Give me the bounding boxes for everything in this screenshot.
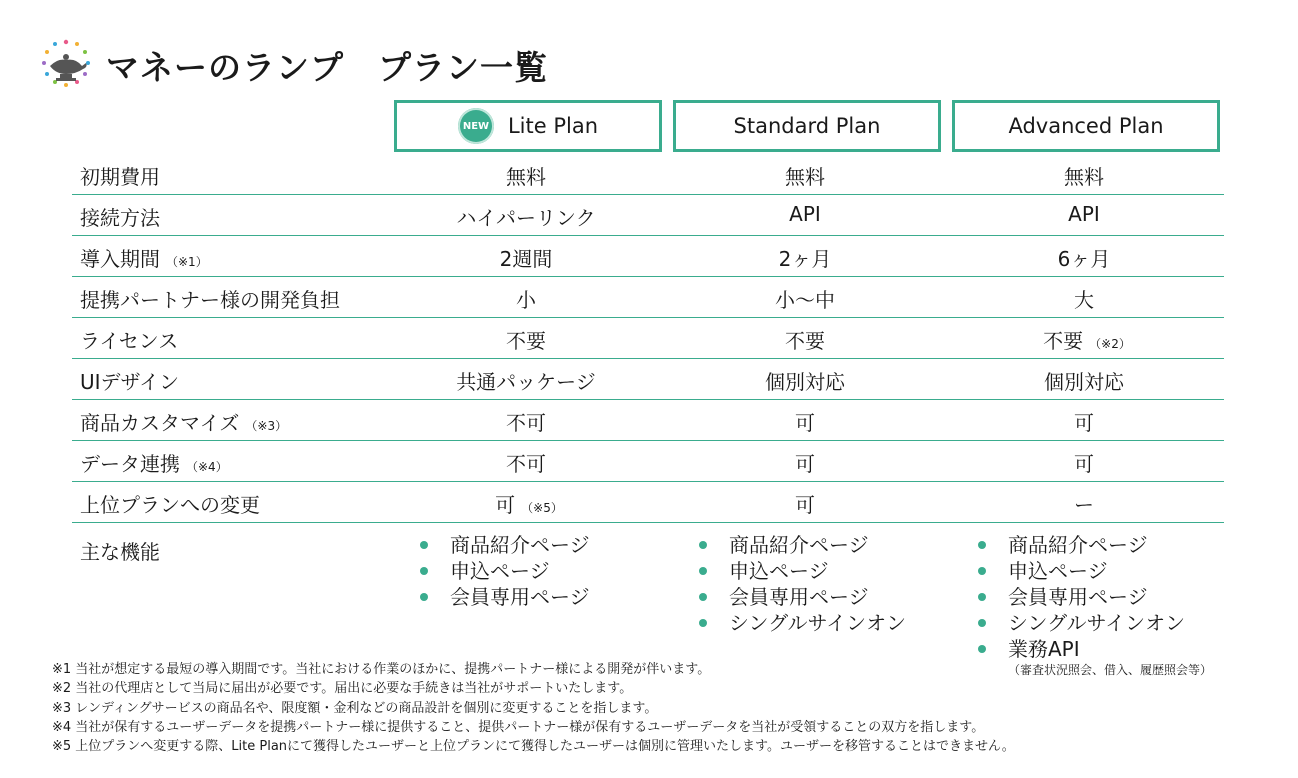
cell-lite: 共通パッケージ — [456, 370, 596, 394]
table-row — [72, 236, 1224, 277]
list-item: 会員専用ページ — [699, 584, 906, 610]
list-item: 商品紹介ページ — [420, 532, 590, 558]
features-label: 主な機能 — [80, 540, 160, 564]
plan-header-standard — [673, 100, 941, 152]
cell-lite: 無料 — [506, 165, 546, 189]
cell-lite: 不可 — [506, 452, 546, 476]
row-label: 商品カスタマイズ （※3） — [80, 411, 288, 435]
cell-advanced: ー — [1074, 493, 1094, 517]
title-service-name: マネーのランプ — [106, 48, 344, 87]
bullet-icon — [978, 593, 986, 601]
row-label: 接続方法 — [80, 206, 160, 230]
new-badge: NEW — [458, 108, 494, 144]
cell-advanced: 6ヶ月 — [1057, 247, 1111, 271]
magic-lamp-icon — [36, 36, 96, 92]
bullet-icon — [699, 619, 707, 627]
row-label: 提携パートナー様の開発負担 — [80, 288, 340, 312]
cell-advanced: 不要 （※2） — [1043, 329, 1131, 353]
bullet-icon — [420, 593, 428, 601]
bullet-icon — [978, 541, 986, 549]
page-title — [106, 42, 548, 89]
cell-standard: 個別対応 — [765, 370, 845, 394]
list-item: シングルサインオン — [978, 610, 1212, 636]
cell-advanced: 可 — [1074, 452, 1094, 476]
row-label: 初期費用 — [80, 165, 160, 189]
cell-lite: ハイパーリンク — [456, 206, 596, 230]
plan-name: Standard Plan — [733, 114, 881, 138]
list-item: シングルサインオン — [699, 610, 906, 636]
cell-advanced: 可 — [1074, 411, 1094, 435]
row-label: データ連携 （※4） — [80, 452, 228, 476]
footnote: ※4 当社が保有するユーザーデータを提携パートナー様に提供すること、提供パートナー様が保有するユーザーデータを当社が受領することの双方を指します。 — [52, 719, 985, 735]
bullet-icon — [699, 541, 707, 549]
features-list-standard — [699, 532, 906, 636]
table-row — [72, 400, 1224, 441]
features-list-advanced — [978, 532, 1212, 678]
plan-name: Lite Plan — [507, 114, 599, 138]
cell-standard: 無料 — [785, 165, 825, 189]
table-row — [72, 441, 1224, 482]
bullet-icon — [978, 619, 986, 627]
table-row — [72, 195, 1224, 236]
footnote: ※2 当社の代理店として当局に届出が必要です。届出に必要な手続きは当社がサポートいたします。 — [52, 681, 633, 697]
table-row — [72, 277, 1224, 318]
cell-standard: 不要 — [785, 329, 825, 353]
list-item: 商品紹介ページ — [978, 532, 1212, 558]
table-row — [72, 318, 1224, 359]
row-label: 導入期間 （※1） — [80, 247, 208, 271]
list-item: 会員専用ページ — [978, 584, 1212, 610]
cell-lite: 可 （※5） — [495, 493, 563, 517]
features-list-lite — [420, 532, 590, 610]
cell-standard: 2ヶ月 — [778, 247, 832, 271]
cell-lite: 不可 — [506, 411, 546, 435]
list-item: 申込ページ — [420, 558, 590, 584]
footnote: ※5 上位プランへ変更する際、Lite Planにて獲得したユーザーと上位プランにて獲得したユーザーは個別に管理いたします。ユーザーを移管することはできません。 — [52, 739, 1015, 755]
footnotes — [52, 660, 1015, 756]
bullet-icon — [978, 645, 986, 653]
cell-standard: 可 — [795, 452, 815, 476]
bullet-icon — [420, 541, 428, 549]
footnote: ※1 当社が想定する最短の導入期間です。当社における作業のほかに、提携パートナー様による開発が伴います。 — [52, 662, 711, 677]
bullet-icon — [978, 567, 986, 575]
row-label: 上位プランへの変更 — [80, 493, 260, 517]
row-label: UIデザイン — [80, 370, 180, 394]
list-item: 会員専用ページ — [420, 584, 590, 610]
list-item: 申込ページ — [699, 558, 906, 584]
cell-lite: 2週間 — [499, 247, 553, 271]
list-item: 商品紹介ページ — [699, 532, 906, 558]
row-label: ライセンス — [80, 329, 179, 353]
cell-lite: 不要 — [506, 329, 546, 353]
table-row — [72, 482, 1224, 523]
cell-standard: 可 — [795, 493, 815, 517]
table-row — [72, 359, 1224, 400]
cell-advanced: 大 — [1074, 288, 1094, 312]
plan-name: Advanced Plan — [1008, 114, 1164, 138]
plan-header-lite — [394, 100, 662, 152]
list-item: 申込ページ — [978, 558, 1212, 584]
plan-header-advanced — [952, 100, 1220, 152]
bullet-icon — [420, 567, 428, 575]
cell-advanced: API — [1068, 202, 1100, 226]
bullet-icon — [699, 567, 707, 575]
cell-standard: 小〜中 — [775, 288, 835, 312]
bullet-icon — [699, 593, 707, 601]
title-plan-list: プラン一覧 — [378, 48, 548, 87]
table-row — [72, 154, 1224, 195]
cell-advanced: 個別対応 — [1044, 370, 1124, 394]
cell-advanced: 無料 — [1064, 165, 1104, 189]
feature-note: （審査状況照会、借入、履歴照会等） — [1008, 663, 1213, 677]
cell-lite: 小 — [516, 288, 536, 312]
list-item: 業務API — [978, 636, 1212, 662]
cell-standard: API — [789, 202, 821, 226]
cell-standard: 可 — [795, 411, 815, 435]
footnote: ※3 レンディングサービスの商品名や、限度額・金利などの商品設計を個別に変更することを指します。 — [52, 700, 658, 716]
